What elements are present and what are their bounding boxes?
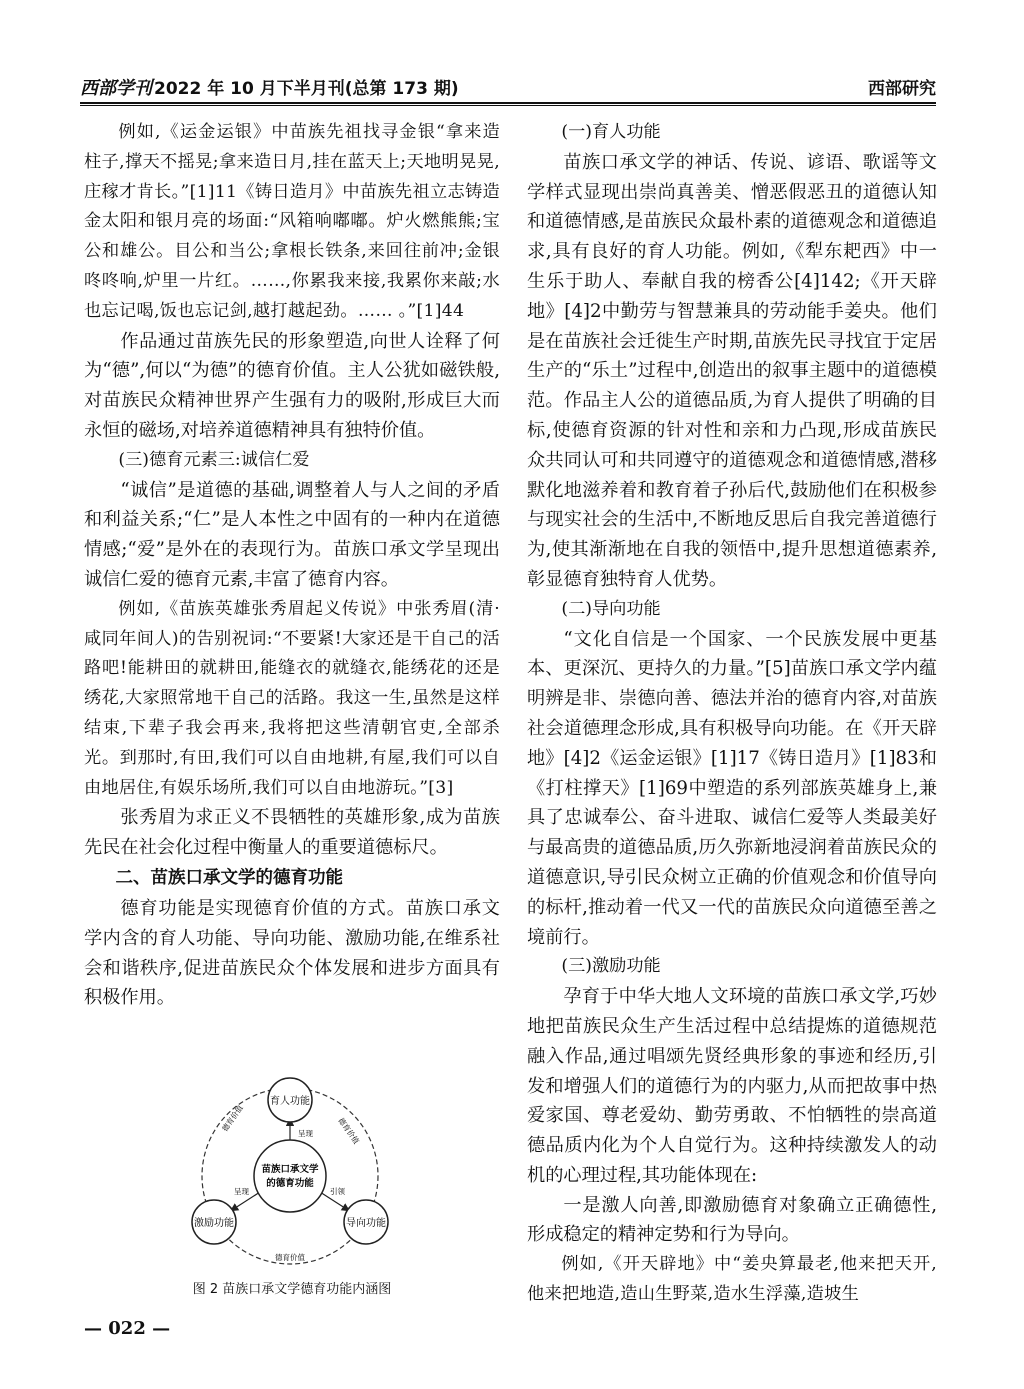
journal-logo: 西部学刊 [80, 78, 152, 99]
paragraph: “诚信”是道德的基础,调整着人与人之间的矛盾和利益关系;“仁”是人本性之中固有的一种内在道德情感;“爱”是外在的表现行为。苗族口承文学呈现出诚信仁爱的德育元素,丰富了德育内容。 [84, 479, 500, 590]
figure-caption: 图 2 苗族口承文学德育功能内涵图 [192, 1282, 392, 1297]
paragraph: 孕育于中华大地人文环境的苗族口承文学,巧妙地把苗族民众生产生活过程中总结提炼的道德规范融入作品,通过唱颂先贤经典形象的事迹和经历,引发和增强人们的道德行为的内驱力,从而把故事中热爱家国、尊老爱幼、勤劳勇敢、不怕牺牲的崇高道德品质内化为个人自觉行为。这种持续激发人的动机的心理过程,其功能体现在: [527, 986, 937, 1186]
arc-label-bottom: 德育价值 [275, 1253, 305, 1262]
arrow-right-label: 引领 [330, 1187, 345, 1196]
paragraph: 张秀眉为求正义不畏牺牲的英雄形象,成为苗族先民在社会化过程中衡量人的重要道德标尺。 [84, 807, 500, 859]
paragraph: 德育功能是实现德育价值的方式。苗族口承文学内含的育人功能、导向功能、激励功能,在维系社会和谐秩序,促进苗族民众个体发展和进步方面具有积极作用。 [84, 897, 500, 1009]
node-right-label: 导向功能 [346, 1218, 386, 1229]
page-number: — 022 — [84, 1318, 171, 1339]
header-left [80, 74, 459, 100]
section-heading: 二、苗族口承文学的德育功能 [115, 867, 343, 888]
paragraph: 苗族口承文学的神话、传说、谚语、歌谣等文学样式显现出崇尚真善美、憎恶假恶丑的道德认知和道德情感,是苗族民众最朴素的道德观念和道德追求,具有良好的育人功能。例如,《犁东耙西》中一生乐于助人、奉献自我的榜香公[4]142;《开天辟地》[4]2中勤劳与智慧兼具的劳动能手姜央。他们是在苗族社会迁徙生产时期,苗族先民寻找宜于定居生产的“乐土”过程中,创造出的叙事主题中的道德模范。作品主人公的道德品质,为育人提供了明确的目标,使德育资源的针对性和亲和力凸现,形成苗族民众共同认可和共同遵守的道德观念和道德情感,潜移默化地滋养着和教育着子孙后代,鼓励他们在积极参与现实社会的生活中,不断地反思后自我完善道德行为,使其渐渐地在自我的领悟中,提升思想道德素养,彰显德育独特育人优势。 [527, 151, 937, 590]
center-node [254, 1140, 326, 1212]
running-header [80, 72, 936, 104]
center-label-1: 苗族口承文学 [261, 1164, 319, 1175]
arc-label-right: 德育价值 [336, 1115, 361, 1146]
arrow-top-label: 呈现 [298, 1129, 313, 1138]
center-label-2: 的德育功能 [266, 1178, 314, 1189]
subsection-heading: (一)育人功能 [561, 122, 661, 142]
header-rule [80, 105, 936, 106]
node-left-label: 激励功能 [194, 1218, 234, 1229]
left-column [84, 118, 500, 1013]
node-top-label: 育人功能 [270, 1096, 310, 1107]
arrow-left-label: 呈现 [234, 1187, 249, 1196]
diagram-svg [160, 1070, 420, 1268]
right-column [527, 118, 937, 1310]
paragraph: 一是激人向善,即激励德育对象确立正确德性,形成稳定的精神定势和行为导向。 [527, 1194, 937, 1246]
subsection-heading: (三)德育元素三:诚信仁爱 [118, 449, 310, 470]
arc-label-left: 德育价值 [220, 1103, 245, 1134]
section-name: 西部研究 [868, 79, 936, 99]
figure-2-diagram [160, 1070, 420, 1268]
issue-info: 2022 年 10 月下半月刊(总第 173 期) [154, 79, 459, 99]
paragraph: “文化自信是一个国家、一个民族发展中更基本、更深沉、更持久的力量。”[5]苗族口承文学内蕴明辨是非、崇德向善、德法并治的德育内容,对苗族社会道德理念形成,具有积极导向功能。在《开天辟地》[4]2《运金运银》[1]17《铸日造月》[1]83和《打柱撑天》[1]69中塑造的系列部族英雄身上,兼具了忠诚奉公、奋斗进取、诚信仁爱等人类最美好与最高贵的道德品质,历久弥新地浸润着苗族民众的道德意识,导引民众树立正确的价值观念和价值导向的标杆,推动着一代又一代的苗族民众向道德至善之境前行。 [527, 628, 937, 948]
paragraph: 例如,《运金运银》中苗族先祖找寻金银“拿来造柱子,撑天不摇晃;拿来造日月,挂在蓝天上;天地明晃晃,庄稼才肯长。”[1]11《铸日造月》中苗族先祖立志铸造金太阳和银月亮的场面:“风箱响嘟嘟。炉火燃熊熊;宝公和雄公。目公和当公;拿根长铁条,来回往前冲;金银咚咚响,炉里一片红。……,你累我来接,我累你来敲;水也忘记喝,饭也忘记剑,越打越起劲。…… 。”[1]44 [84, 122, 500, 321]
subsection-heading: (三)激励功能 [561, 956, 661, 977]
subsection-heading: (二)导向功能 [561, 598, 661, 619]
paragraph: 例如,《开天辟地》中“姜央算最老,他来把天开,他来把地造,造山生野菜,造水生浮藻,造坡生 [527, 1254, 937, 1305]
paragraph: 例如,《苗族英雄张秀眉起义传说》中张秀眉(清·咸同年间人)的告别祝词:“不要紧!大家还是干自己的活路吧!能耕田的就耕田,能缝衣的就缝衣,能绣花的还是绣花,大家照常地干自己的活路。我这一生,虽然是这样结束,下辈子我会再来,我将把这些清朝官吏,全部杀光。到那时,有田,我们可以自由地耕,有屋,我们可以自由地居住,有娱乐场所,我们可以自由地游玩。”[3] [84, 598, 500, 798]
paragraph: 作品通过苗族先民的形象塑造,向世人诠释了何为“德”,何以“为德”的德育价值。主人公犹如磁铁般,对苗族民众精神世界产生强有力的吸附,形成巨大而永恒的磁场,对培养道德精神具有独特价值。 [84, 330, 500, 441]
